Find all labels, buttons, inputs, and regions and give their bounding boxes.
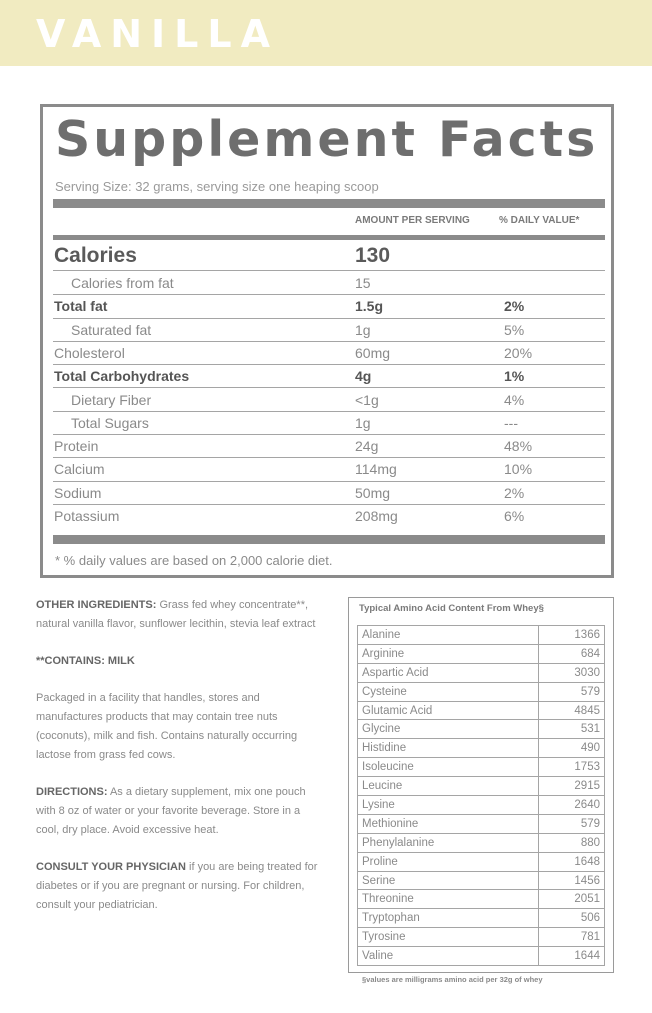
nutrient-amount: 15 xyxy=(355,275,371,291)
nutrient-dv: 4% xyxy=(504,391,525,408)
facility-statement: Packaged in a facility that handles, stores and manufactures products that may contain tree nuts (coconuts), milk and fish. Contains naturally occurring lactose from grass fed cows. xyxy=(36,692,298,761)
amino-acid-table xyxy=(357,625,605,966)
header-amount: AMOUNT PER SERVING xyxy=(355,215,470,226)
nutrient-dv: 6% xyxy=(504,508,525,524)
nutrient-row xyxy=(53,458,605,481)
table-row xyxy=(358,852,605,871)
amino-acid-note: §values are milligrams amino acid per 32g of whey xyxy=(362,975,543,984)
contains-statement: **CONTAINS: MILK xyxy=(36,655,135,667)
amino-value: 579 xyxy=(539,682,605,701)
nutrient-row xyxy=(53,295,605,318)
divider-thick-bottom xyxy=(53,535,605,544)
table-row xyxy=(358,928,605,947)
amino-value: 781 xyxy=(539,928,605,947)
directions-text: As a dietary supplement, mix one pouch with 8 oz of water or your favorite beverage. Store in a cool, dry place. Avoid excessive heat. xyxy=(36,786,306,836)
nutrient-label: Total Sugars xyxy=(71,414,149,431)
nutrient-dv: 2% xyxy=(504,484,525,501)
amino-name: Phenylalanine xyxy=(358,833,539,852)
amino-name: Aspartic Acid xyxy=(358,663,539,682)
amino-name: Lysine xyxy=(358,796,539,815)
nutrient-row xyxy=(53,365,605,388)
nutrient-amount: 60mg xyxy=(355,344,391,361)
amino-value: 1456 xyxy=(539,871,605,890)
amino-name: Valine xyxy=(358,947,539,966)
nutrient-row xyxy=(53,505,605,528)
nutrient-label: Saturated fat xyxy=(71,321,152,338)
nutrient-label: Dietary Fiber xyxy=(71,391,152,408)
consult-physician xyxy=(36,858,326,915)
amino-acid-panel xyxy=(348,597,614,973)
daily-value-footnote: * % daily values are based on 2,000 calorie diet. xyxy=(55,553,333,568)
nutrient-amount: 208mg xyxy=(355,508,398,524)
nutrient-dv: 10% xyxy=(504,461,533,478)
nutrient-label: Calories from fat xyxy=(71,275,174,291)
amino-value: 579 xyxy=(539,814,605,833)
amino-name: Glycine xyxy=(358,720,539,739)
divider-medium xyxy=(53,235,605,240)
table-row xyxy=(358,701,605,720)
calories-row xyxy=(53,241,605,271)
nutrient-amount: 1g xyxy=(355,414,371,431)
amino-name: Threonine xyxy=(358,890,539,909)
amino-value: 531 xyxy=(539,720,605,739)
table-row xyxy=(358,739,605,758)
other-ingredients xyxy=(36,596,326,634)
calories-value: 130 xyxy=(355,244,391,267)
amino-acid-title: Typical Amino Acid Content From Whey§ xyxy=(359,603,544,614)
nutrient-amount: 50mg xyxy=(355,484,391,501)
nutrient-dv: 2% xyxy=(504,298,525,315)
nutrient-row xyxy=(53,482,605,505)
table-row xyxy=(358,947,605,966)
directions xyxy=(36,783,326,840)
nutrient-amount: 24g xyxy=(355,438,379,455)
amino-value: 2915 xyxy=(539,777,605,796)
consult-label: CONSULT YOUR PHYSICIAN xyxy=(36,861,186,873)
amino-value: 1753 xyxy=(539,758,605,777)
product-info xyxy=(36,596,326,933)
amino-value: 506 xyxy=(539,909,605,928)
nutrient-label: Sodium xyxy=(54,484,102,501)
table-row xyxy=(358,871,605,890)
nutrient-dv: --- xyxy=(504,414,518,431)
nutrient-row xyxy=(53,342,605,365)
amino-name: Proline xyxy=(358,852,539,871)
nutrient-row xyxy=(53,272,605,295)
amino-value: 490 xyxy=(539,739,605,758)
consult-text: if you are being treated for diabetes or if you are pregnant or nursing. For children, consult your pediatrician. xyxy=(36,861,318,911)
table-row xyxy=(358,833,605,852)
nutrient-label: Cholesterol xyxy=(54,344,125,361)
table-row xyxy=(358,758,605,777)
nutrient-amount: 114mg xyxy=(355,461,397,478)
amino-name: Serine xyxy=(358,871,539,890)
amino-name: Histidine xyxy=(358,739,539,758)
amino-name: Tryptophan xyxy=(358,909,539,928)
nutrient-label: Protein xyxy=(54,438,99,455)
nutrient-label: Total fat xyxy=(54,298,108,315)
table-row xyxy=(358,626,605,645)
amino-name: Leucine xyxy=(358,777,539,796)
nutrient-row xyxy=(53,319,605,342)
amino-name: Arginine xyxy=(358,644,539,663)
nutrient-dv: 48% xyxy=(504,438,533,455)
amino-value: 684 xyxy=(539,644,605,663)
amino-value: 2640 xyxy=(539,796,605,815)
flavor-banner xyxy=(0,0,652,66)
amino-name: Isoleucine xyxy=(358,758,539,777)
amino-name: Tyrosine xyxy=(358,928,539,947)
amino-name: Alanine xyxy=(358,626,539,645)
flavor-title: VANILLA xyxy=(36,12,280,56)
amino-name: Methionine xyxy=(358,814,539,833)
supplement-facts-panel xyxy=(40,104,614,578)
nutrient-amount: <1g xyxy=(355,391,379,408)
divider-thick xyxy=(53,199,605,208)
nutrient-dv: 5% xyxy=(504,321,525,338)
amino-value: 1366 xyxy=(539,626,605,645)
amino-name: Glutamic Acid xyxy=(358,701,539,720)
nutrient-amount: 4g xyxy=(355,368,372,385)
amino-value: 1648 xyxy=(539,852,605,871)
amino-name: Cysteine xyxy=(358,682,539,701)
nutrient-row xyxy=(53,435,605,458)
table-row xyxy=(358,796,605,815)
amino-value: 3030 xyxy=(539,663,605,682)
nutrient-amount: 1g xyxy=(355,321,371,338)
amino-value: 4845 xyxy=(539,701,605,720)
table-row xyxy=(358,663,605,682)
nutrient-label: Potassium xyxy=(54,508,120,524)
other-ingredients-label: OTHER INGREDIENTS: xyxy=(36,599,157,611)
serving-size: Serving Size: 32 grams, serving size one heaping scoop xyxy=(55,179,379,194)
facts-title: Supplement Facts xyxy=(55,111,599,168)
nutrient-label: Calcium xyxy=(54,461,105,478)
calories-label: Calories xyxy=(54,244,137,267)
directions-label: DIRECTIONS: xyxy=(36,786,108,798)
amino-value: 880 xyxy=(539,833,605,852)
other-ingredients-text: Grass fed whey concentrate**, natural vanilla flavor, sunflower lecithin, stevia leaf extract xyxy=(36,599,316,630)
nutrient-row xyxy=(53,412,605,435)
table-row xyxy=(358,682,605,701)
table-row xyxy=(358,909,605,928)
nutrient-dv: 20% xyxy=(504,344,533,361)
amino-value: 1644 xyxy=(539,947,605,966)
table-row xyxy=(358,777,605,796)
table-row xyxy=(358,814,605,833)
table-row xyxy=(358,890,605,909)
table-row xyxy=(358,644,605,663)
nutrient-row xyxy=(53,389,605,412)
header-daily-value: % DAILY VALUE* xyxy=(499,215,580,226)
amino-value: 2051 xyxy=(539,890,605,909)
table-row xyxy=(358,720,605,739)
nutrient-dv: 1% xyxy=(504,368,525,385)
nutrient-amount: 1.5g xyxy=(355,298,384,315)
nutrient-label: Total Carbohydrates xyxy=(54,368,190,385)
